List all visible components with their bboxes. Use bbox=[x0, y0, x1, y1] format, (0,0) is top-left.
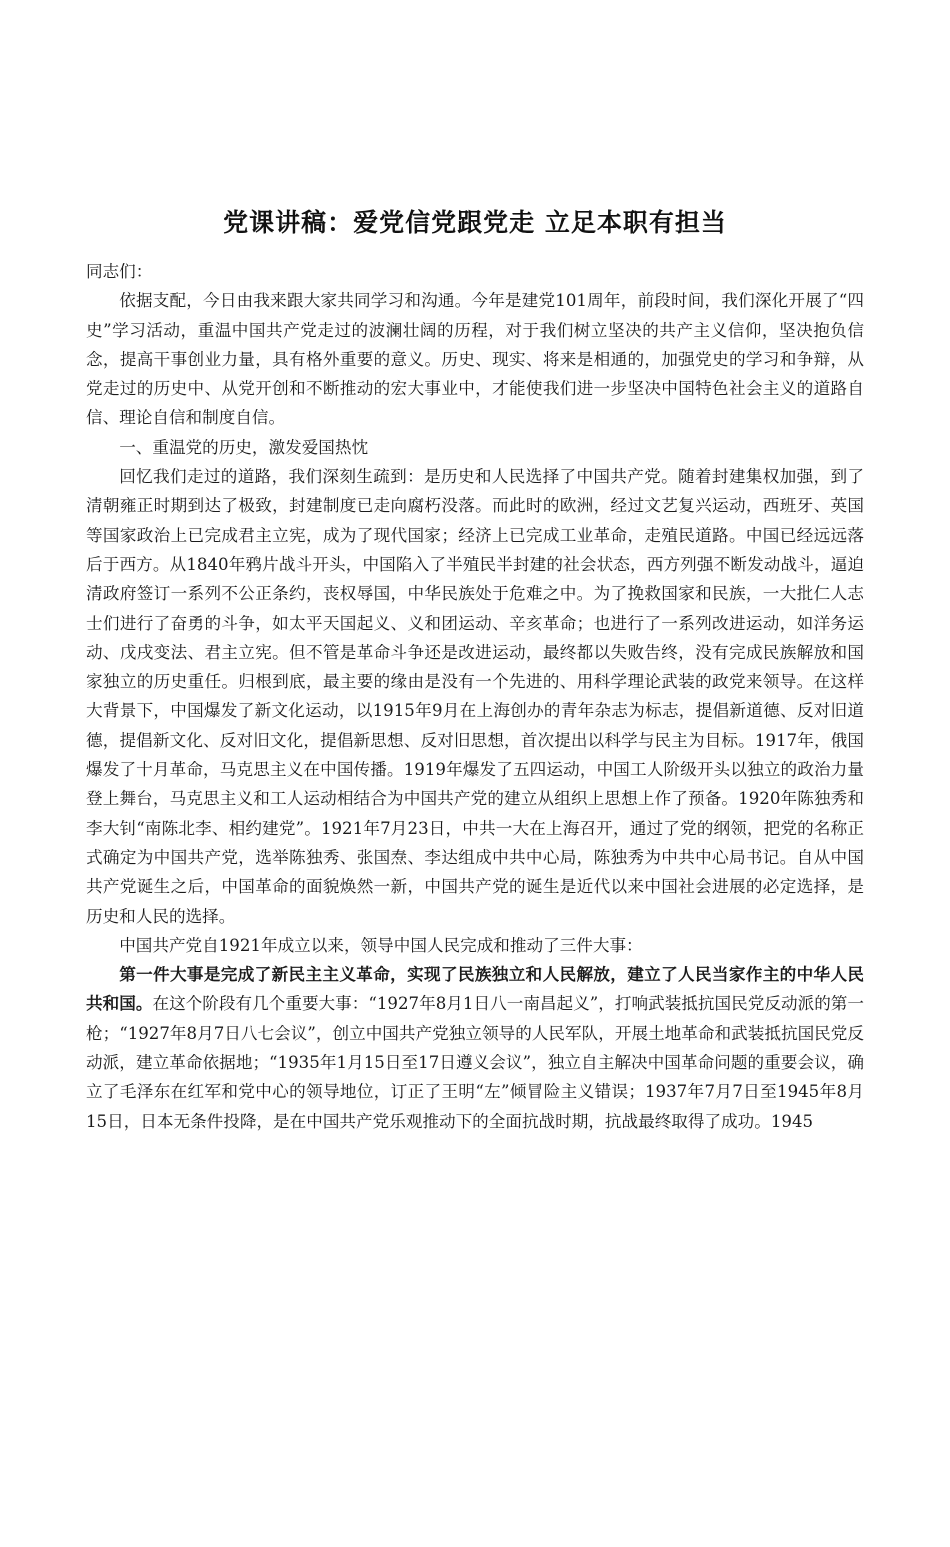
salutation: 同志们： bbox=[86, 262, 153, 281]
document-page bbox=[0, 203, 950, 1547]
document-title: 党课讲稿：爱党信党跟党走 立足本职有担当 bbox=[223, 208, 727, 237]
paragraph-history: 回忆我们走过的道路，我们深刻生疏到：是历史和人民选择了中国共产党。随着封建集权加强，到了清朝雍正时期到达了极致，封建制度已走向腐朽没落。而此时的欧洲，经过文艺复兴运动，西班牙、英国等国家政治上已完成君主立宪，成为了现代国家；经济上已完成工业革命，走殖民道路。中国已经远远落后于西方。从1840年鸦片战斗开头，中国陷入了半殖民半封建的社会状态，西方列强不断发动战斗，逼迫清政府签订一系列不公正条约，丧权辱国，中华民族处于危难之中。为了挽救国家和民族，一大批仁人志士们进行了奋勇的斗争，如太平天国起义、义和团运动、辛亥革命；也进行了一系列改进运动，如洋务运动、戊戌变法、君主立宪。但不管是革命斗争还是改进运动，最终都以失败告终，没有完成民族解放和国家独立的历史重任。归根到底，最主要的缘由是没有一个先进的、用科学理论武装的政党来领导。在这样大背景下，中国爆发了新文化运动，以1915年9月在上海创办的青年杂志为标志，提倡新道德、反对旧道德，提倡新文化、反对旧文化，提倡新思想、反对旧思想，首次提出以科学与民主为目标。1917年，俄国爆发了十月革命，马克思主义在中国传播。1919年爆发了五四运动，中国工人阶级开头以独立的政治力量登上舞台，马克思主义和工人运动相结合为中国共产党的建立从组织上思想上作了预备。1920年陈独秀和李大钊“南陈北李、相约建党”。1921年7月23日，中共一大在上海召开，通过了党的纲领，把党的名称正式确定为中国共产党，选举陈独秀、张国焘、李达组成中共中心局，陈独秀为中共中心局书记。自从中国共产党诞生之后，中国革命的面貌焕然一新，中国共产党的诞生是近代以来中国社会进展的必定选择，是历史和人民的选择。 bbox=[86, 467, 864, 926]
first-event-bold-lead: 第一件大事是完成了新民主主义革命，实现了民族独立和人民解放，建立了人民当家作主的中华人民共和国。 bbox=[86, 964, 864, 1014]
section-heading: 一、重温党的历史，激发爱国热忱 bbox=[119, 437, 369, 457]
paragraph-intro: 依据支配，今日由我来跟大家共同学习和沟通。今年是建党101周年，前段时间，我们深化开展了“四史”学习活动，重温中国共产党走过的波澜壮阔的历程，对于我们树立坚决的共产主义信仰，坚决抱负信念，提高干事创业力量，具有格外重要的意义。历史、现实、将来是相通的，加强党史的学习和争辩，从党走过的历史中、从党开创和不断推动的宏大事业中，才能使我们进一步坚决中国特色社会主义的道路自信、理论自信和制度自信。 bbox=[86, 291, 864, 428]
first-event-text: 在这个阶段有几个重要大事：“1927年8月1日八一南昌起义”，打响武装抵抗国民党反动派的第一枪；“1927年8月7日八七会议”，创立中国共产党独立领导的人民军队，开展土地革命和武装抵抗国民党反动派，建立革命依据地；“1935年1月15日至17日遵义会议”，独立自主解决中国革命问题的重要会议，确立了毛泽东在红军和党中心的领导地位，订正了王明“左”倾冒险主义错误；1937年7月7日至1945年8月15日，日本无条件投降，是在中国共产党乐观推动下的全面抗战时期，抗战最终取得了成功。1945 bbox=[86, 994, 865, 1131]
paragraph-first-event bbox=[86, 960, 864, 1136]
document-body bbox=[86, 257, 864, 1136]
paragraph-three-events: 中国共产党自1921年成立以来，领导中国人民完成和推动了三件大事： bbox=[119, 935, 643, 955]
